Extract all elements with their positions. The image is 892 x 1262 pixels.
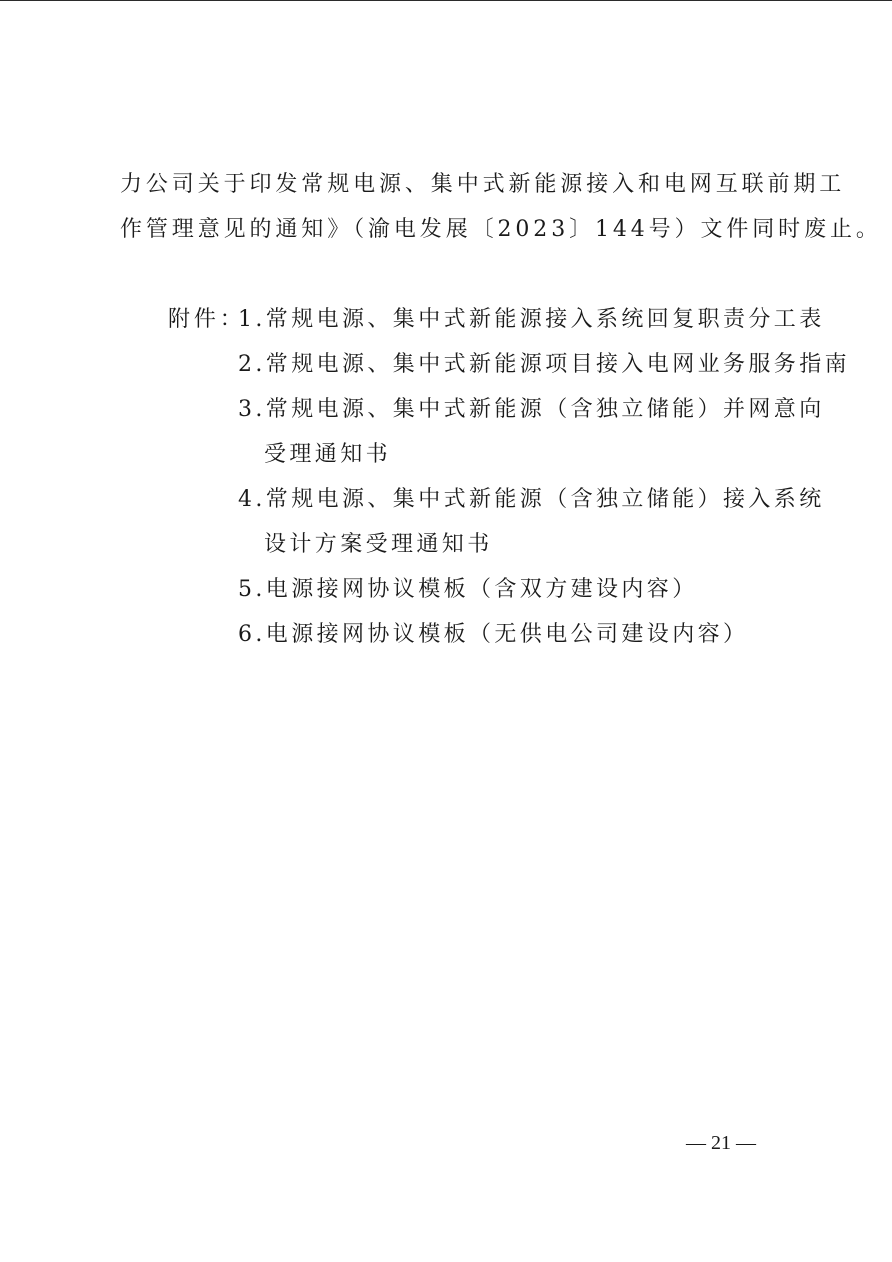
attachment-item-3: 3.常规电源、集中式新能源（含独立储能）并网意向 [238,397,825,422]
attachment-item-4-continued: 设计方案受理通知书 [264,532,493,557]
attachment-item-1: 1.常规电源、集中式新能源接入系统回复职责分工表 [238,307,825,332]
paragraph-line-2: 作管理意见的通知》（渝电发展〔2023〕144号）文件同时废止。 [120,217,882,242]
page-number: — 21 — [686,1132,756,1154]
attachment-item-6: 6.电源接网协议模板（无供电公司建设内容） [238,622,749,647]
attachment-item-2: 2.常规电源、集中式新能源项目接入电网业务服务指南 [238,352,850,377]
attachment-item-3-continued: 受理通知书 [264,442,392,467]
attachments-label: 附件： [168,307,246,332]
page-top-border [0,0,892,1]
attachment-item-5: 5.电源接网协议模板（含双方建设内容） [238,577,698,602]
paragraph-line-1: 力公司关于印发常规电源、集中式新能源接入和电网互联前期工 [120,172,846,197]
attachment-item-4: 4.常规电源、集中式新能源（含独立储能）接入系统 [238,487,825,512]
